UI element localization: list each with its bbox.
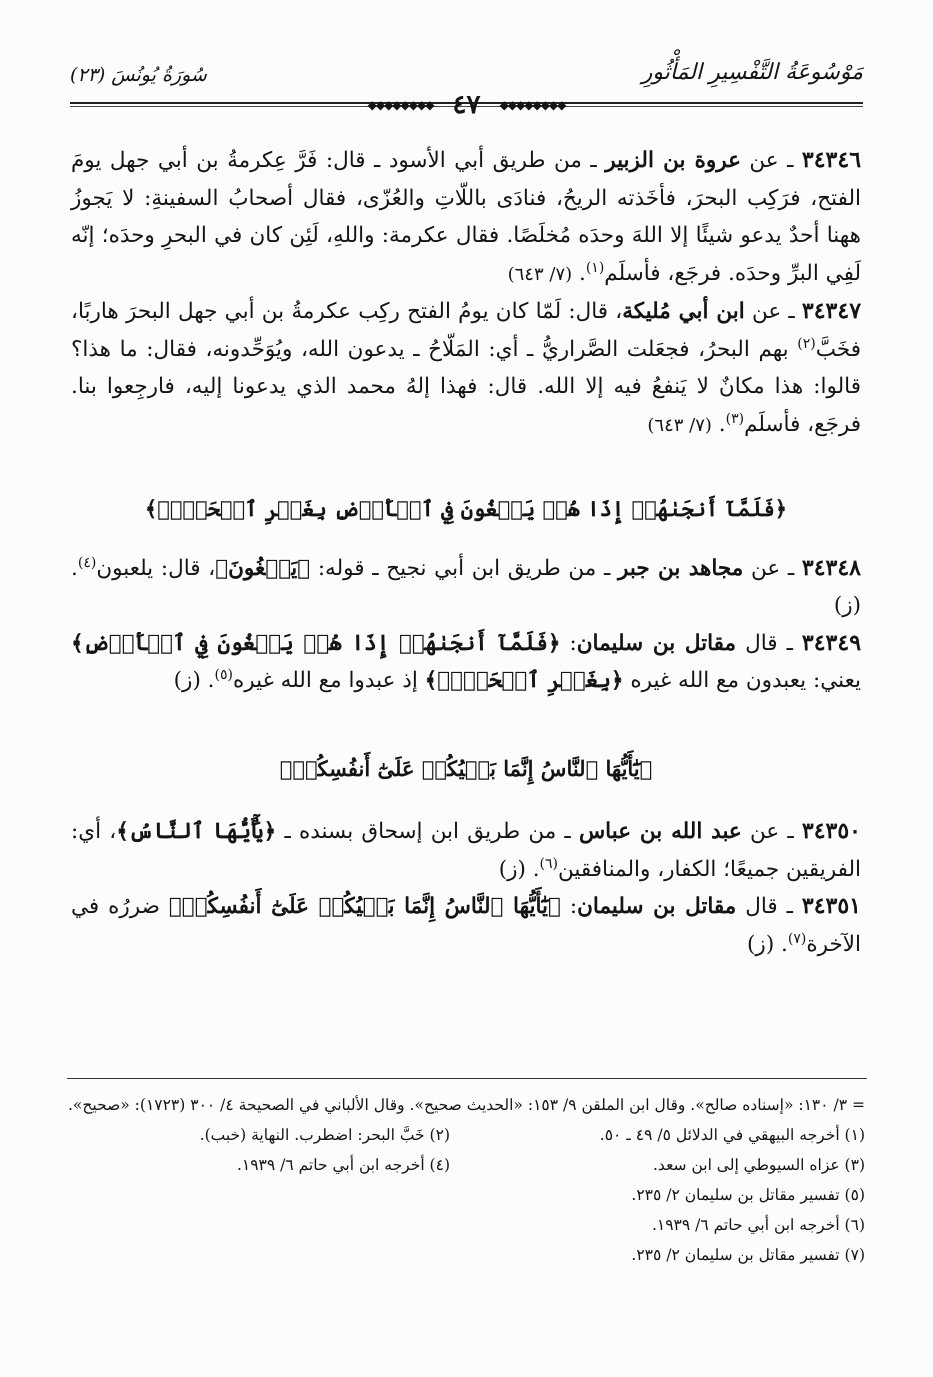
text-segment: يعني: يعبدون مع الله غيره [623, 668, 861, 693]
source-reference: (٧/ ٦٤٣) [507, 263, 573, 285]
text-segment: : [560, 894, 578, 919]
footnote-marker: (١) [585, 259, 605, 276]
text-segment: ـ عن [743, 555, 802, 581]
footnote-7: (٧) تفسير مقاتل بن سليمان ٢/ ٢٣٥. [631, 1246, 865, 1264]
footnote-marker: (٢) [797, 335, 816, 352]
ornament-right-icon: ◆◆◆◆◆◆◆◆ [499, 98, 566, 112]
footnote-marker: (٦) [539, 855, 559, 872]
footnote-3: (٣) عزاه السيوطي إلى ابن سعد. [653, 1156, 865, 1174]
source-reference: (٧/ ٦٤٣) [647, 414, 712, 436]
verse-heading: ﴿يَٰٓأَيُّهَا ٱلنَّاسُ إِنَّمَا بَغۡيُكُمۡ عَلَىٰٓ أَنفُسِكُمۖ﴾ [279, 755, 653, 781]
text-segment: ، قال: يلعبون [96, 555, 216, 581]
text-segment: ـ قال [736, 894, 802, 919]
text-segment: : [560, 630, 577, 656]
narration-34347 [71, 293, 861, 444]
narration-number: ٣٤٣٤٨ [801, 554, 861, 581]
footnote-continuation: = ٣/ ١٣٠: «إسناده صالح». وقال ابن الملقن ٩/ ١٥٣: «الحديث صحيح». وقال الألباني في الصحيحة ٤/ ٣٠٠ (١٧٢٣): «صحيح». [68, 1096, 865, 1114]
text-segment: ـ من طريق أبي الأسود ـ قال: فَرَّ عِكرمةُ بن أبي جهل يومَ الفتح، فرَكِب البحرَ، فأخَذته الريحُ، فنادَى باللّاتِ والعُزّى، فقال أصحابُ السفينةِ: لا يَجوزُ ههنا أحدٌ يدعو شيئًا إلا اللهَ وحدَه مُخلَصًا. فقال عكرمة: واللهِ، لَئِن كان في البحرِ وحدَه؛ إنّه لَفِي البرِّ وحدَه. فرجَع، فأسلَم [71, 148, 861, 286]
footnote-4: (٤) أخرجه ابن أبي حاتم ٦/ ١٩٣٩. [236, 1156, 450, 1174]
narration-34348 [71, 550, 861, 625]
narration-number: ٣٤٣٤٧ [801, 298, 862, 324]
narrator-name: مقاتل بن سليمان [576, 630, 737, 656]
narrator-name: مقاتل بن سليمان [577, 894, 737, 919]
text-segment: ـ عن [744, 299, 802, 324]
text-segment: ـ عن [740, 148, 802, 173]
narration-number: ٣٤٣٥١ [801, 893, 861, 919]
footnote-grid [65, 1120, 865, 1180]
text-segment: . [572, 260, 586, 286]
footnote-6: (٦) أخرجه ابن أبي حاتم ٦/ ١٩٣٩. [651, 1216, 865, 1234]
text-segment: ـ عن [741, 819, 802, 844]
footnote-marker: (٧) [787, 930, 807, 947]
quran-quote: ﴿يَٰٓأَيُّهَا ٱلنَّاسُ﴾ [116, 819, 277, 844]
narration-34349 [71, 625, 861, 700]
book-title: مَوْسُوعَةُ التَّفْسِيرِ المَأْثُورِ [641, 60, 863, 85]
footnote-2: (٢) خَبَّ البحر: اضطرب. النهاية (خبب). [199, 1126, 450, 1144]
quran-quote: ﴿بِغَيۡرِ ٱلۡحَقِّۗ﴾ [424, 668, 624, 693]
page-number-row [0, 90, 933, 120]
narration-number: ٣٤٣٥٠ [801, 818, 861, 844]
text-segment: ـ من طريق ابن أبي نجيح ـ قوله: [310, 555, 618, 581]
footnotes [65, 1090, 865, 1270]
quran-quote: ﴿يَٰٓأَيُّهَا ٱلنَّاسُ إِنَّمَا بَغۡيُكُمۡ عَلَىٰٓ أَنفُسِكُمۖ﴾ [168, 894, 561, 919]
footnote-divider [67, 1078, 867, 1079]
narration-34351 [71, 888, 861, 963]
ornament-left-icon: ◆◆◆◆◆◆◆◆ [367, 98, 434, 112]
narration-34350 [71, 813, 861, 888]
text-segment: . (ز) [173, 668, 215, 693]
text-segment: . (ز) [498, 856, 540, 882]
footnote-5: (٥) تفسير مقاتل بن سليمان ٢/ ٢٣٥. [631, 1186, 865, 1204]
text-segment: إذ عبدوا مع الله غيره [232, 668, 425, 693]
main-text [71, 142, 861, 963]
narrator-name: عروة بن الزبير [605, 148, 741, 173]
footnote-1: (١) أخرجه البيهقي في الدلائل ٥/ ٤٩ ـ ٥٠. [599, 1126, 865, 1144]
text-segment: بهم البحرُ، فجعَلت الصَّراريُّ ـ أي: المَلّاحُ ـ يدعون الله، ويُوَحِّدونه، فقال: ما هذا؟ قالوا: هذا مكانٌ لا يَنفعُ فيه إلا الله. قال: فهذا إلهُ محمد الذي يدعونا إليه، فارجِعوا بنا. فرجَع، فأسلَم [71, 336, 861, 437]
page-number: ٤٧ [452, 90, 481, 120]
narration-number: ٣٤٣٤٦ [801, 147, 862, 173]
footnote-marker: (٣) [725, 410, 745, 427]
footnote-marker: (٥) [214, 666, 233, 683]
verse-heading: ﴿فَلَمَّآ أَنجَىٰهُمۡ إِذَا هُمۡ يَبۡغُونَ فِي ٱلۡأَرۡضِ بِغَيۡرِ ٱلۡحَقِّۗ﴾ [144, 496, 788, 521]
quran-quote: ﴿فَلَمَّآ أَنجَىٰهُمۡ إِذَا هُمۡ يَبۡغُونَ فِي ٱلۡأَرۡضِ﴾ [71, 630, 561, 656]
footnote-marker: (٤) [77, 554, 97, 571]
text-segment: . [711, 411, 726, 437]
narrator-name: عبد الله بن عباس [578, 819, 742, 844]
narration-number: ٣٤٣٤٩ [801, 629, 862, 656]
text-segment: ، أي: الفريقين جميعًا؛ الكفار، والمنافقين [71, 819, 861, 882]
text-segment: . (ز) [71, 555, 861, 618]
text-segment: ـ قال [736, 630, 802, 656]
narrator-name: مجاهد بن جبر [618, 555, 744, 581]
surah-label: سُورَةُ يُونُسَ (٢٣) [70, 64, 207, 86]
narrator-name: ابن أبي مُليكة [622, 299, 745, 324]
text-segment: . (ز) [747, 931, 788, 957]
quran-quote: ﴿يَبۡغُونَ﴾ [215, 555, 311, 581]
text-segment: ضررُه في الآخرة [71, 894, 861, 957]
narration-34346 [71, 142, 861, 293]
text-segment: ، قال: لَمّا كان يومُ الفتح ركِب عكرمةُ بن أبي جهل البحرَ هاربًا، فخَبَّ [71, 299, 861, 362]
text-segment: ـ من طريق ابن إسحاق بسنده ـ [276, 819, 579, 844]
